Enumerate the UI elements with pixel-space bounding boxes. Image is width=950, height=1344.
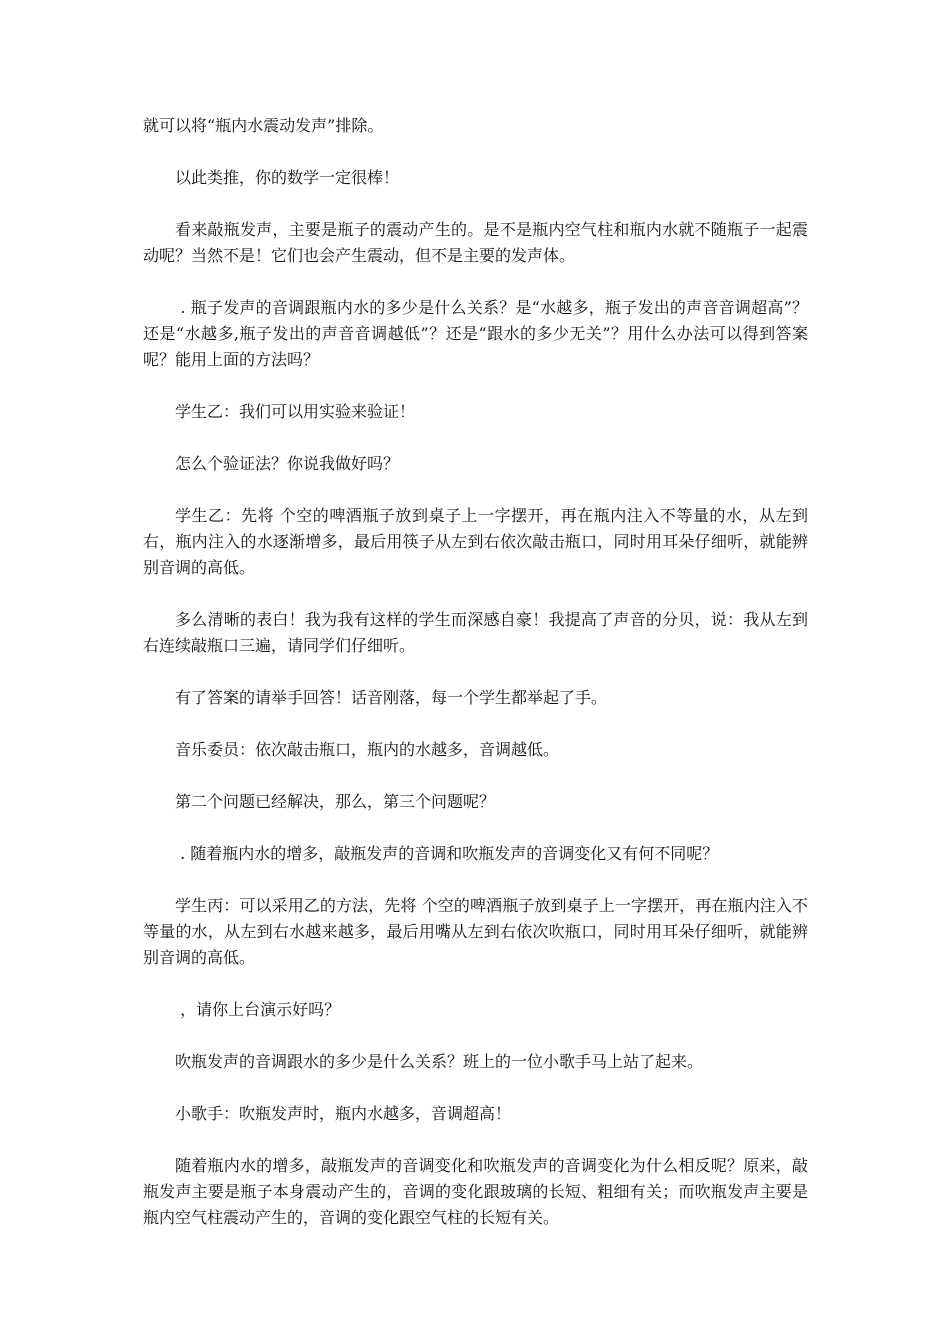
paragraph: . 随着瓶内水的增多，敲瓶发声的音调和吹瓶发声的音调变化又有何不同呢？ <box>175 844 719 863</box>
paragraph: ，请你上台演示好吗？ <box>175 1000 341 1019</box>
paragraph: 就可以将“瓶内水震动发声”排除。 <box>143 116 384 135</box>
paragraph: 以此类推，你的数学一定很棒！ <box>175 168 400 187</box>
paragraph: 小歌手：吹瓶发声时，瓶内水越多，音调超高！ <box>175 1104 512 1123</box>
paragraph: 学生乙：先将 个空的啤酒瓶子放到桌子上一字摆开，再在瓶内注入不等量的水，从左到右，瓶内注入的水逐渐增多，最后用筷子从左到右依次敲击瓶口，同时用耳朵仔细听，就能辨别音调的高低。 <box>143 506 808 577</box>
paragraph: . 瓶子发声的音调跟瓶内水的多少是什么关系？是“水越多，瓶子发出的声音音调超高”？还是“水越多,瓶子发出的声音音调越低”？还是“跟水的多少无关”？用什么办法可以得到答案呢？能用上面的方法吗？ <box>143 298 808 369</box>
document-body <box>143 113 808 1257</box>
paragraph: 学生丙：可以采用乙的方法，先将 个空的啤酒瓶子放到桌子上一字摆开，再在瓶内注入不等量的水，从左到右水越来越多，最后用嘴从左到右依次吹瓶口，同时用耳朵仔细听，就能辨别音调的高低。 <box>143 896 808 967</box>
paragraph: 怎么个验证法？你说我做好吗？ <box>175 454 400 473</box>
paragraph: 音乐委员：依次敲击瓶口，瓶内的水越多，音调越低。 <box>175 740 560 759</box>
paragraph: 学生乙：我们可以用实验来验证！ <box>175 402 416 421</box>
paragraph: 多么清晰的表白！我为我有这样的学生而深感自豪！我提高了声音的分贝，说：我从左到右连续敲瓶口三遍，请同学们仔细听。 <box>143 610 808 655</box>
paragraph: 随着瓶内水的增多，敲瓶发声的音调变化和吹瓶发声的音调变化为什么相反呢？原来，敲瓶发声主要是瓶子本身震动产生的，音调的变化跟玻璃的长短、粗细有关；而吹瓶发声主要是瓶内空气柱震动产生的，音调的变化跟空气柱的长短有关。 <box>143 1156 808 1227</box>
paragraph: 第二个问题已经解决，那么，第三个问题呢？ <box>175 792 496 811</box>
paragraph: 看来敲瓶发声，主要是瓶子的震动产生的。是不是瓶内空气柱和瓶内水就不随瓶子一起震动呢？当然不是！它们也会产生震动，但不是主要的发声体。 <box>143 220 808 265</box>
paragraph: 有了答案的请举手回答！话音刚落，每一个学生都举起了手。 <box>175 688 608 707</box>
paragraph: 吹瓶发声的音调跟水的多少是什么关系？班上的一位小歌手马上站了起来。 <box>175 1052 704 1071</box>
